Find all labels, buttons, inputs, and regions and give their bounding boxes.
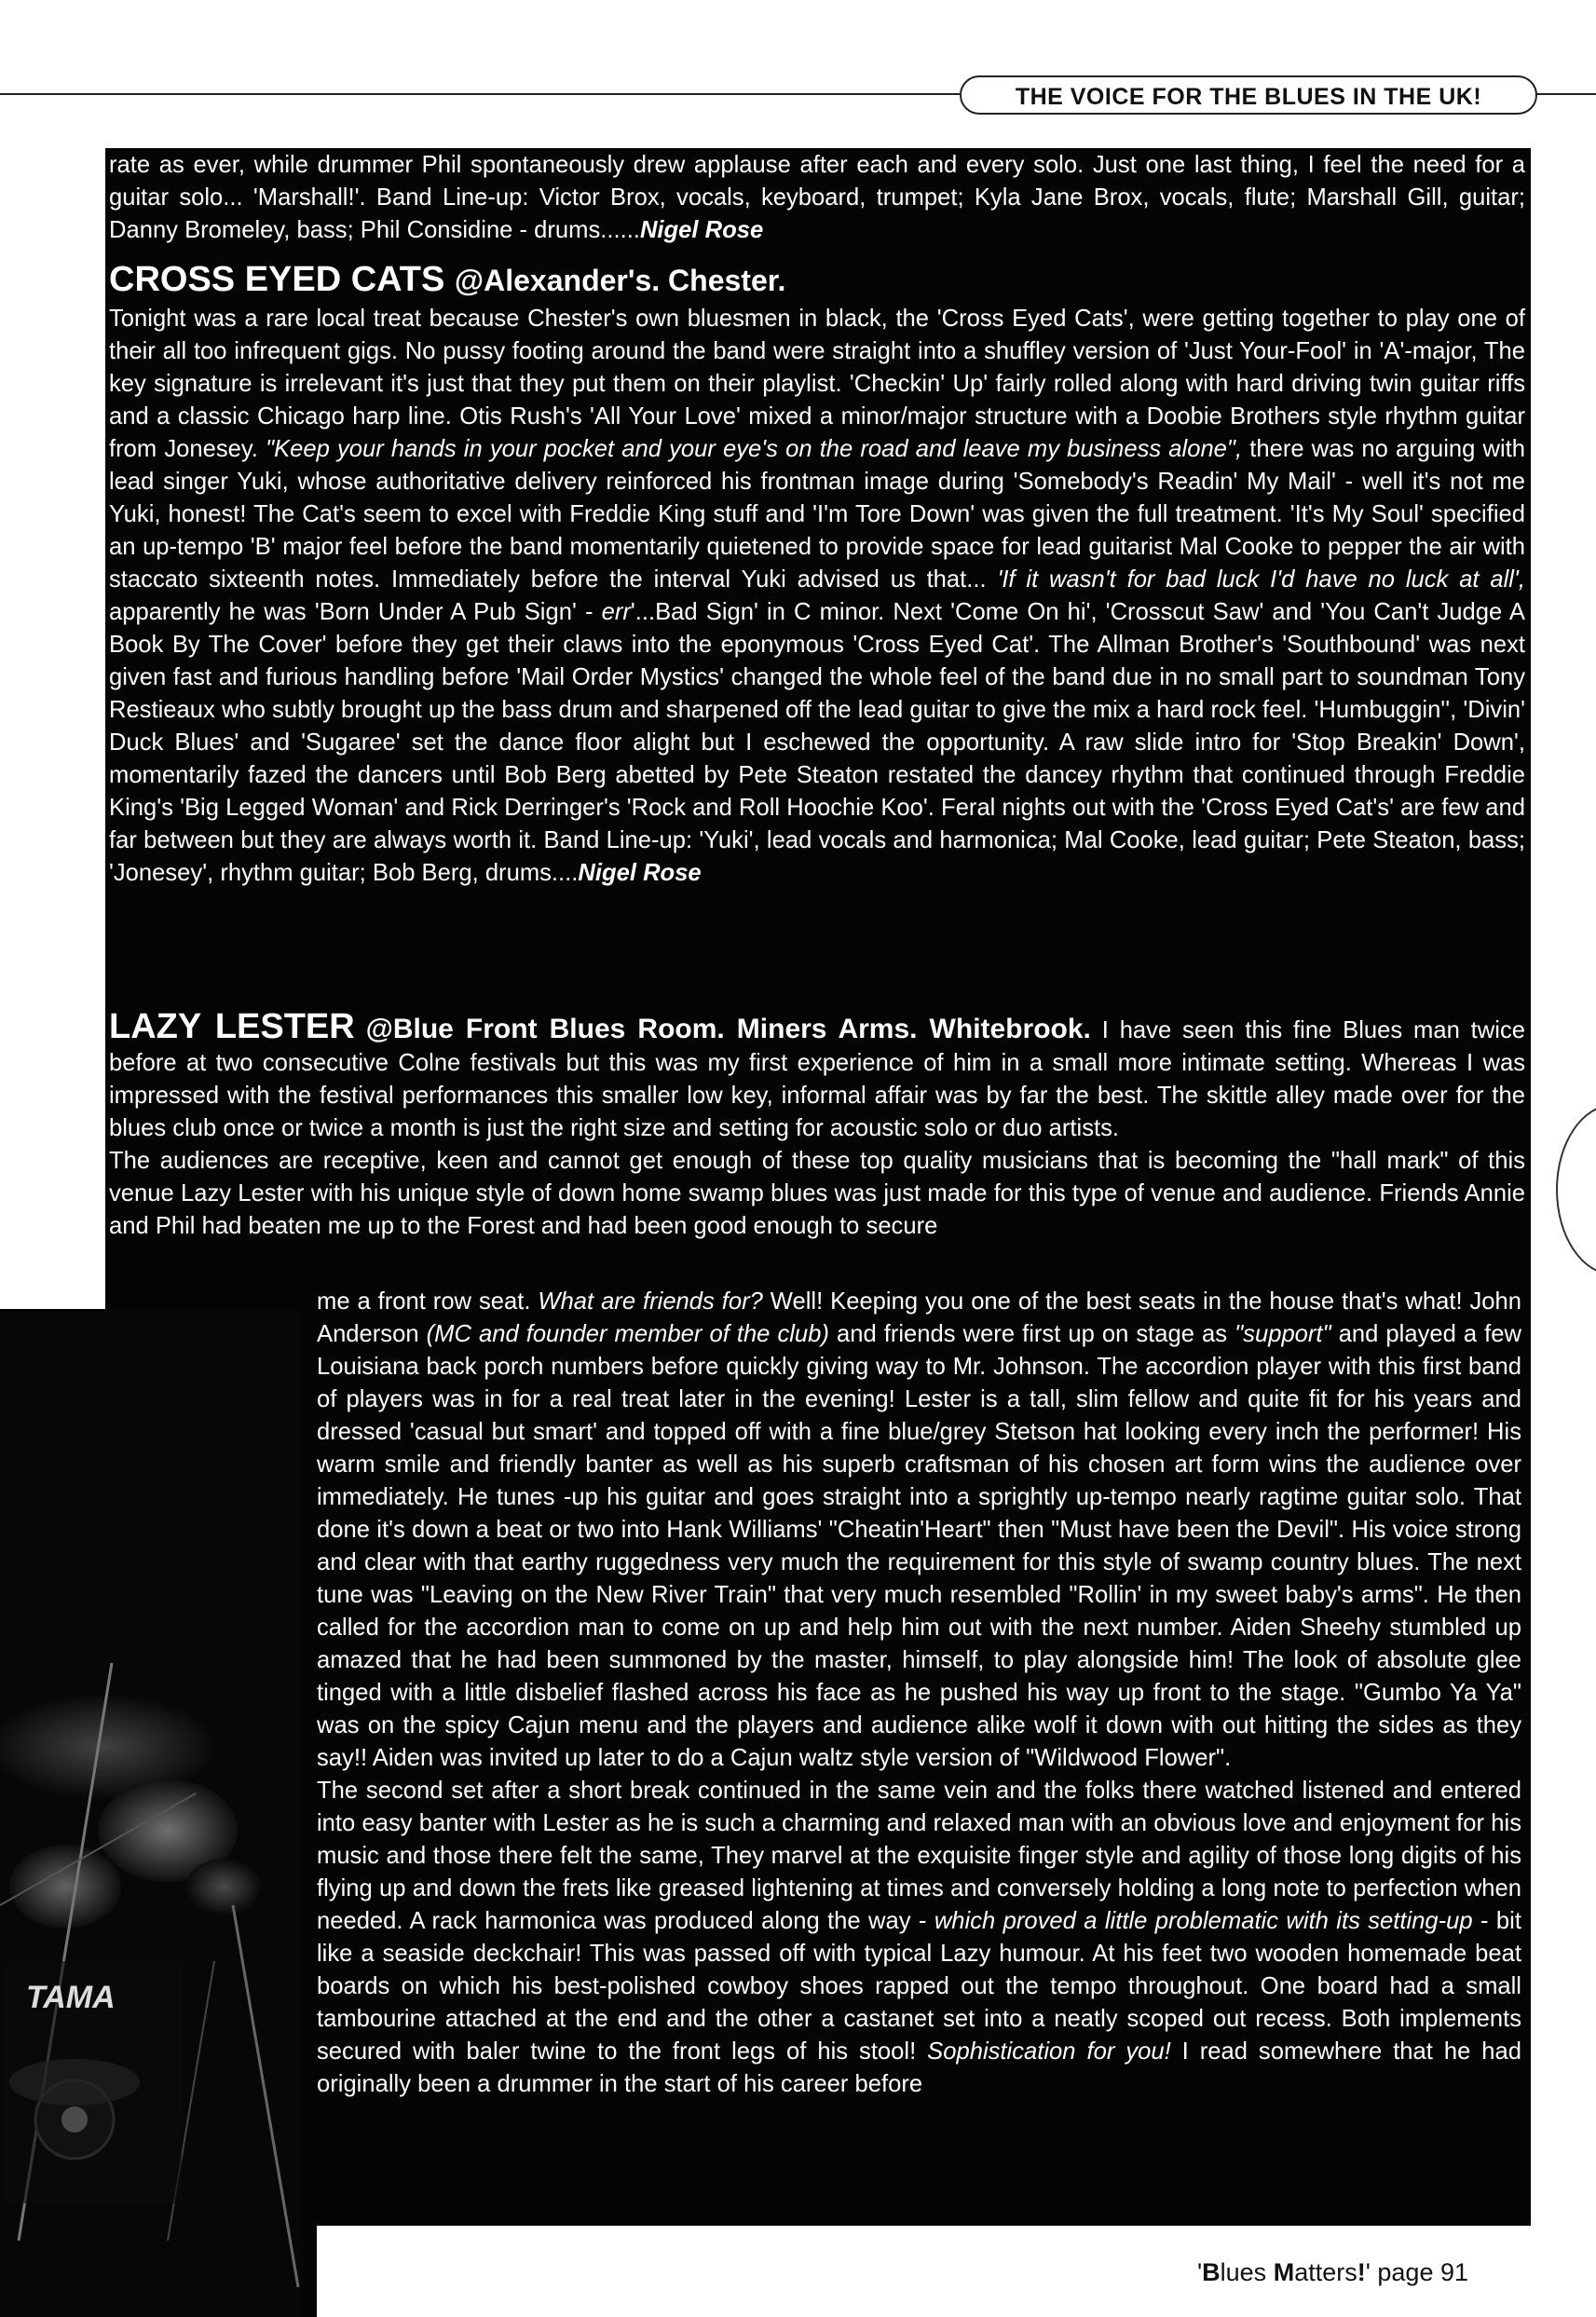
article2-text-3a: me a front row seat. [317, 1288, 531, 1315]
article1-quote-2: 'If it wasn't for bad luck I'd have no luck at all', [997, 566, 1525, 593]
footer-exclaim: ! [1357, 2258, 1366, 2286]
article1-quote-3: err [601, 599, 631, 625]
article1-venue: @Alexander's. Chester. [454, 264, 786, 297]
article2-quote-4: which proved a little problematic with its setting-up [934, 1908, 1473, 1934]
article2-body-top [109, 1007, 1525, 1243]
header-rule-left [0, 93, 960, 95]
page-footer [1197, 2258, 1468, 2287]
article2-venue: @Blue Front Blues Room. Miners Arms. Whitebrook. [365, 1014, 1091, 1044]
footer-m: M [1273, 2258, 1295, 2286]
article1-heading [109, 259, 1525, 301]
article2-quote-5: Sophistication for you! [927, 2038, 1171, 2065]
article2-text-4a: The second set after a short break continued in the same vein and the folks there watched listened and entered into easy banter with Lester as he is such a charming and relaxed man with an obvious love and enjoyment for his music and those there felt the same, They marvel at the exquisite finger style and agility of those long digits of his flying up and down the frets like greased lightening at times and conversely holding a long note to perfection when needed. A rack harmonica was produced along the way - [317, 1778, 1521, 1934]
article2-quote-3: "support" [1235, 1321, 1331, 1347]
article2-quote-2: (MC and founder member of the club) [426, 1321, 829, 1347]
article2-body-bottom [317, 1286, 1521, 2101]
article1-body [109, 303, 1525, 890]
article2-text-2: The audiences are receptive, keen and cannot get enough of these top quality musicians that is becoming the "hall mark" of this venue Lazy Lester with his unique style of down home swamp blues was just made for this type of venue and audience. Friends Annie and Phil had beaten me up to the Forest and had been good enough to secure [109, 1148, 1525, 1239]
article1-text-4: '...Bad Sign' in C minor. Next 'Come On hi', 'Crosscut Saw' and 'You Can't Judge A Book By The Cover' before they get their claws into the eponymous 'Cross Eyed Cat'. The Allman Brother's 'Southbound' was next given fast and furious handling before 'Mail Order Mystics' changed the whole feel of the band due in no small part to soundman Tony Restieaux who subtly brought up the bass drum and sharpened off the lead guitar to give the mix a hard rock feel. 'Humbuggin'', 'Divin' Duck Blues' and 'Sugaree' set the dance floor alight but I eschewed the opportunity. A raw slide intro for 'Stop Breakin' Down', momentarily fazed the dancers until Bob Berg abetted by Pete Steaton restated the dancey rhythm that continued through Freddie King's 'Big Legged Woman' and Rick Derringer's 'Rock and Roll Hoochie Koo'. Feral nights out with the 'Cross Eyed Cat's' are few and far between but they are always worth it. Band Line-up: 'Yuki', lead vocals and harmonica; Mal Cooke, lead guitar; Pete Steaton, bass; 'Jonesey', rhythm guitar; Bob Berg, drums.... [109, 599, 1525, 886]
intro-signature: Nigel Rose [639, 217, 764, 243]
drum-brand-logo: TAMA [26, 1980, 116, 2015]
intro-text: rate as ever, while drummer Phil spontaneously drew applause after each and every solo. Just one last thing, I feel the need for a guitar solo... 'Marshall!'. Band Line-up: Victor Brox, vocals, keyboard, trumpet; Kyla Jane Brox, vocals, flute; Marshall Gill, guitar; Danny Bromeley, bass; Phil Considine - drums...... [109, 152, 1525, 243]
article2-text-4b: - bit like a seaside deckchair! This was passed off with typical Lazy humour. At his feet two wooden homemade beat boards on which his best-polished cowboy shoes rapped out the tempo throughout. One board had a small tambourine attached at the end and the other a castanet set into a neatly scoped out recess. Both implements secured with baler twine to the front legs of his stool! [317, 1908, 1521, 2065]
article2-text-3b: Well! Keeping you one of the best seats in the house that's what! John Anderson [317, 1288, 1521, 1347]
drum-kit-image [0, 1309, 300, 2317]
article1-text-2: there was no arguing with lead singer Yuki, whose authoritative delivery reinforced his frontman image during 'Somebody's Readin' My Mail' - well it's not me Yuki, honest! The Cat's seem to excel with Freddie King stuff and 'I'm Tore Down' was given the full treatment. 'It's My Soul' specified an up-tempo 'B' major feel before the band momentarily quietened to provide space for lead guitarist Mal Cooke to pepper the air with staccato sixteenth notes. Immediately before the interval Yuki advised us that... [109, 436, 1525, 593]
footer-quote-open: ' [1197, 2258, 1203, 2286]
article2-text-1: I have seen this fine Blues man twice before at two consecutive Colne festivals but this was my first experience of him in a small more intimate setting. Whereas I was impressed with the festival performances this smaller low key, informal affair was by far the best. The skittle alley made over for the blues club once or twice a month is just the right size and setting for acoustic solo or duo artists. [109, 1017, 1525, 1141]
footer-page-number: ' page 91 [1365, 2258, 1468, 2286]
article2-text-4c: I read somewhere that he had originally been a drummer in the start of his career before [317, 2038, 1521, 2097]
intro-paragraph [109, 149, 1525, 247]
footer-b: B [1202, 2258, 1221, 2286]
article2-quote-1: What are friends for? [538, 1288, 763, 1315]
article1-quote-1: "Keep your hands in your pocket and your eye's on the road and leave my business alone", [266, 436, 1243, 462]
article1-text-1: Tonight was a rare local treat because Chester's own bluesmen in black, the 'Cross Eyed Cats', were getting together to play one of their all too infrequent gigs. No pussy footing around the band were straight into a shuffley version of 'Just Your-Fool' in 'A'-major, The key signature is irrelevant it's just that they put them on their playlist. 'Checkin' Up' fairly rolled along with hard driving twin guitar riffs and a classic Chicago harp line. Otis Rush's 'All Your Love' mixed a minor/major structure with a Doobie Brothers style rhythm guitar from Jonesey. [109, 306, 1525, 462]
header-tagline: THE VOICE FOR THE BLUES IN THE UK! [960, 75, 1537, 115]
footer-lues: lues [1220, 2258, 1274, 2286]
article2-title: LAZY LESTER [109, 1007, 355, 1046]
article1-text-3: apparently he was 'Born Under A Pub Sign' - [109, 599, 593, 625]
article2-text-3c: and friends were first up on stage as [836, 1321, 1228, 1347]
footer-atters: atters [1294, 2258, 1357, 2286]
drum-kit-photo [0, 1309, 317, 2317]
article2-text-3d: and played a few Louisiana back porch numbers before quickly giving way to Mr. Johnson. The accordion player with this first band of players was in for a real treat later in the evening! Lester is a tall, slim fellow and quite fit for his years and dressed 'casual but smart' and topped off with a fine blue/grey Stetson hat looking every inch the performer! His warm smile and friendly banter as well as his superb craftsman of his chosen art form wins the audience over immediately. He tunes -up his guitar and goes straight into a sprightly up-tempo nearly ragtime guitar solo. That done it's down a beat or two into Hank Williams' "Cheatin'Heart" then "Must have been the Devil". His voice strong and clear with that earthy ruggedness very much the requirement for this style of swamp country blues. The next tune was "Leaving on the New River Train" that very much resembled "Rollin' in my sweet baby's arms". He then called for the accordion man to come on up and help him out with the next number. Aiden Sheehy stumbled up amazed that he had been summoned by the master, himself, to play alongside him! The look of absolute glee tinged with a little disbelief flashed across his face as he pushed his way up front to the stage. "Gumbo Ya Ya" was on the spicy Cajun menu and the players and audience alike wolf it down with out hitting the sides as they say!! Aiden was invited up later to do a Cajun waltz style version of "Wildwood Flower". [317, 1321, 1521, 1771]
article1-title: CROSS EYED CATS [109, 260, 445, 299]
page-edge-thumb-tab [1556, 1104, 1596, 1275]
article1-signature: Nigel Rose [578, 860, 702, 886]
